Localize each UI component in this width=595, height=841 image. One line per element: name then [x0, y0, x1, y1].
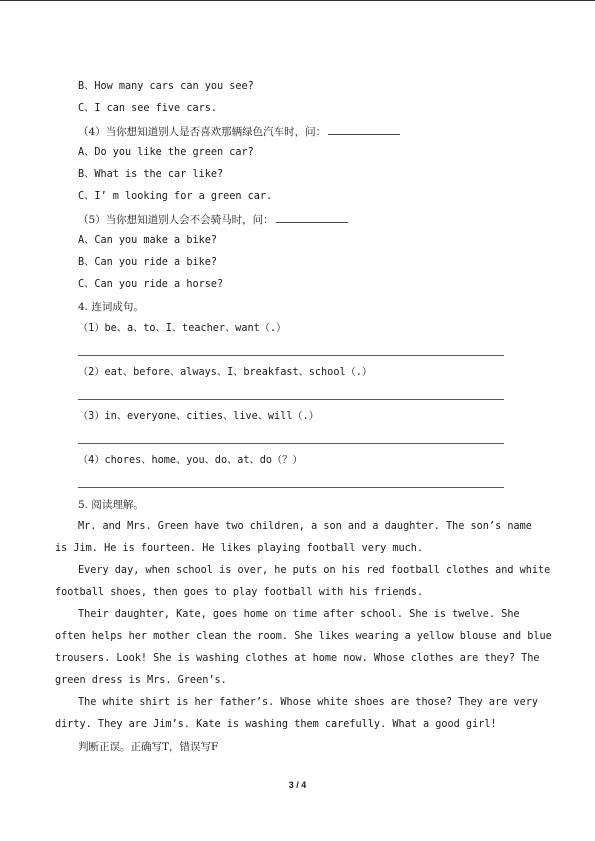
passage-line-4: football shoes, then goes to play football with his friends.: [55, 587, 424, 598]
q5-answer-blank[interactable]: [276, 212, 348, 223]
passage-line-10: dirty. They are Jim’s. Kate is washing them carefully. What a good girl!: [55, 719, 497, 730]
passage-line-7: trousers. Look! She is washing clothes at home now. Whose clothes are they? The: [55, 653, 540, 664]
q4-answer-blank[interactable]: [328, 124, 400, 135]
section5-heading: 5. 阅读理解。: [78, 499, 144, 511]
s4-answer-line-1[interactable]: [78, 355, 504, 356]
s4-answer-line-3[interactable]: [78, 443, 504, 444]
passage-line-5: Their daughter, Kate, goes home on time after school. She is twelve. She: [78, 609, 520, 620]
passage-line-3: Every day, when school is over, he puts on his red football clothes and white: [78, 565, 551, 576]
q5-option-c: C、Can you ride a horse?: [78, 279, 224, 290]
s4-item-4: （4）chores、home、you、do、at、do（？）: [78, 455, 303, 466]
section4-heading: 4. 连词成句。: [78, 301, 144, 313]
q4-prompt: [78, 124, 400, 139]
q3-option-b: B、How many cars can you see?: [78, 81, 254, 92]
passage-line-1: Mr. and Mrs. Green have two children, a son and a daughter. The son’s name: [78, 521, 532, 532]
page-number: 3 / 4: [288, 780, 307, 790]
top-rule: [0, 0, 595, 1]
q5-prompt-text: （5）当你想知道别人会不会骑马时，问：: [78, 214, 274, 226]
passage-line-9: The white shirt is her father’s. Whose white shoes are those? They are very: [78, 697, 539, 708]
q5-option-b: B、Can you ride a bike?: [78, 257, 217, 268]
q4-option-c: C、I’ m looking for a green car.: [78, 191, 273, 202]
q5-prompt: [78, 212, 348, 227]
s4-answer-line-4[interactable]: [78, 487, 504, 488]
true-false-instruction: 判断正误。正确写T，错误写F: [78, 741, 219, 753]
q4-option-a: A、Do you like the green car?: [78, 147, 254, 158]
passage-line-6: often helps her mother clean the room. She likes wearing a yellow blouse and blue: [55, 631, 552, 642]
s4-item-1: （1）be、a、to、I、teacher、want（.）: [78, 323, 287, 334]
passage-line-8: green dress is Mrs. Green’s.: [55, 675, 227, 686]
s4-answer-line-2[interactable]: [78, 399, 504, 400]
q3-option-c: C、I can see five cars.: [78, 103, 217, 114]
s4-item-2: （2）eat、before、always、I、breakfast、school（.）: [78, 367, 373, 378]
passage-line-2: is Jim. He is fourteen. He likes playing football very much.: [55, 543, 424, 554]
q5-option-a: A、Can you make a bike?: [78, 235, 217, 246]
q4-prompt-text: （4）当你想知道别人是否喜欢那辆绿色汽车时，问：: [78, 126, 327, 138]
q4-option-b: B、What is the car like?: [78, 169, 224, 180]
s4-item-3: （3）in、everyone、cities、live、will（.）: [78, 411, 319, 422]
